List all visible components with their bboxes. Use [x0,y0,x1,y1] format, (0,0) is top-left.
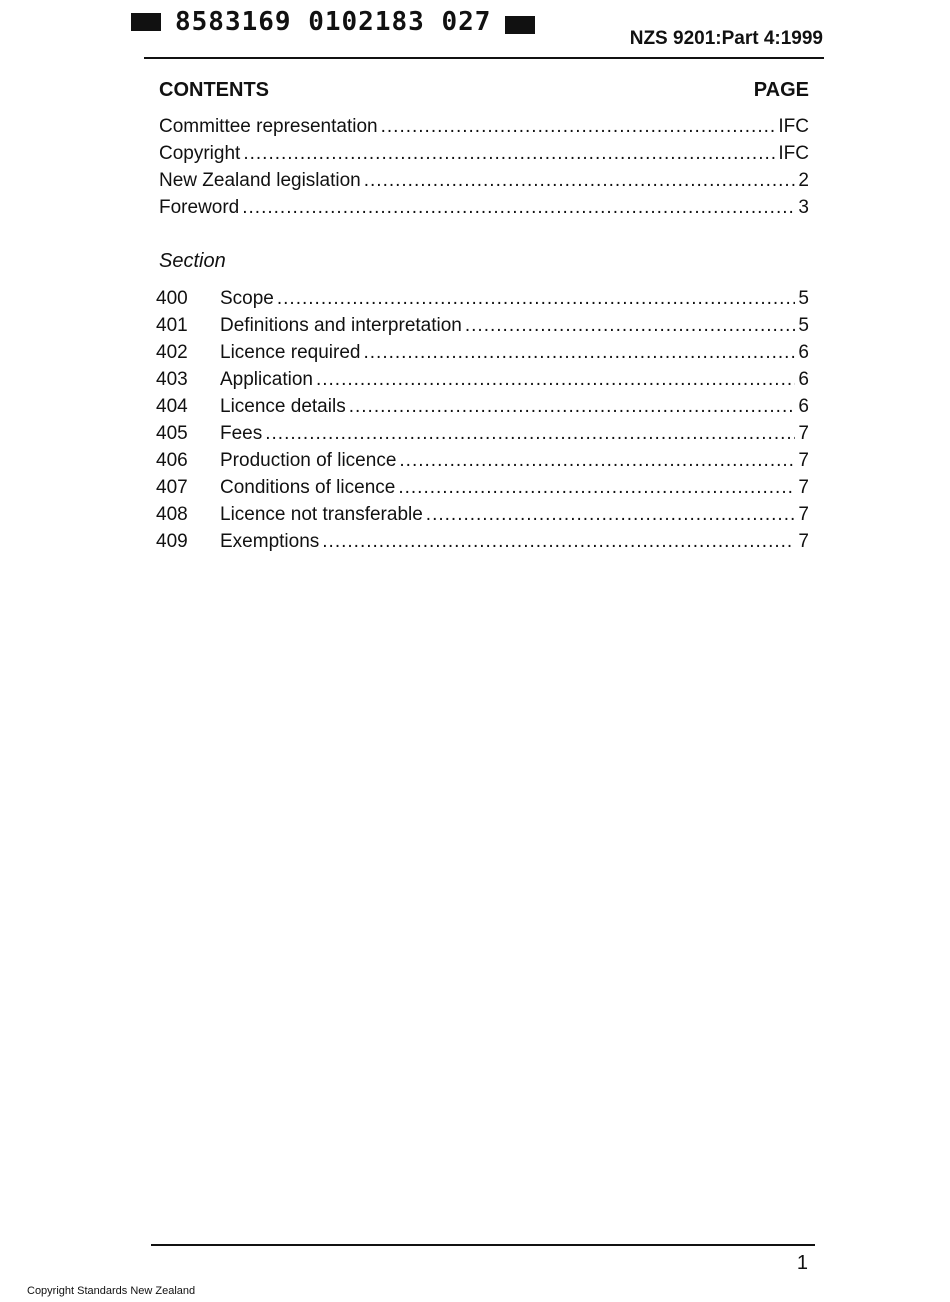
dot-leader [364,170,796,192]
section-entry[interactable] [156,477,809,504]
section-page: 6 [798,369,809,390]
section-label: Licence not transferable [220,504,423,525]
header-rule [144,57,824,59]
dot-leader [363,342,795,364]
section-page: 7 [798,531,809,552]
toc-entry[interactable] [159,116,809,143]
section-page: 6 [798,342,809,363]
dot-leader [349,396,796,418]
section-entry[interactable] [156,369,809,396]
copyright-notice: Copyright Standards New Zealand [27,1285,196,1297]
section-entry[interactable] [156,504,809,531]
section-page: 6 [798,396,809,417]
dot-leader [322,531,795,553]
contents-title: CONTENTS [159,79,269,101]
section-entry[interactable] [156,315,809,342]
section-page: 5 [798,288,809,309]
toc-entry[interactable] [159,170,809,197]
barcode-marker-left [131,13,161,31]
section-page: 7 [798,477,809,498]
section-label: Licence required [220,342,361,363]
contents-header [159,79,809,102]
dot-leader [465,315,796,337]
dot-leader [426,504,796,526]
section-number: 406 [156,450,188,471]
page-number: 1 [796,1252,808,1274]
dot-leader [316,369,795,391]
section-number: 407 [156,477,188,498]
page-column-heading: PAGE [753,79,809,101]
section-entry[interactable] [156,288,809,315]
toc-entry-page: 2 [798,170,809,191]
section-entry[interactable] [156,396,809,423]
section-number: 405 [156,423,188,444]
dot-leader [265,423,795,445]
section-label: Scope [220,288,274,309]
document-id: NZS 9201:Part 4:1999 [629,28,823,49]
section-label: Fees [220,423,263,444]
section-page: 7 [798,450,809,471]
front-matter-list [159,116,809,224]
toc-entry-page: IFC [778,143,809,164]
section-page: 5 [798,315,809,336]
toc-entry[interactable] [159,143,809,170]
section-label: Conditions of licence [220,477,396,498]
section-label: Exemptions [220,531,320,552]
barcode [131,9,535,35]
footer-rule [151,1244,815,1246]
dot-leader [399,450,795,472]
section-page: 7 [798,504,809,525]
section-heading: Section [159,250,226,272]
section-entry[interactable] [156,423,809,450]
section-number: 408 [156,504,188,525]
toc-entry-label: Copyright [159,143,241,164]
section-page: 7 [798,423,809,444]
dot-leader [277,288,796,310]
toc-entry-page: IFC [778,116,809,137]
toc-entry[interactable] [159,197,809,224]
dot-leader [398,477,795,499]
toc-entry-label: New Zealand legislation [159,170,361,191]
toc-entry-page: 3 [798,197,809,218]
section-label: Production of licence [220,450,397,471]
barcode-marker-right [505,16,535,34]
section-label: Licence details [220,396,346,417]
section-entry[interactable] [156,342,809,369]
section-label: Application [220,369,313,390]
section-label: Definitions and interpretation [220,315,462,336]
section-number: 402 [156,342,188,363]
dot-leader [381,116,776,138]
dot-leader [242,197,795,219]
dot-leader [243,143,775,165]
section-number: 403 [156,369,188,390]
toc-entry-label: Committee representation [159,116,378,137]
section-number: 404 [156,396,188,417]
barcode-text: 8583169 0102183 027 [175,7,492,37]
section-list [156,288,809,558]
toc-entry-label: Foreword [159,197,240,218]
section-number: 409 [156,531,188,552]
section-entry[interactable] [156,450,809,477]
section-number: 400 [156,288,188,309]
section-entry[interactable] [156,531,809,558]
section-number: 401 [156,315,188,336]
